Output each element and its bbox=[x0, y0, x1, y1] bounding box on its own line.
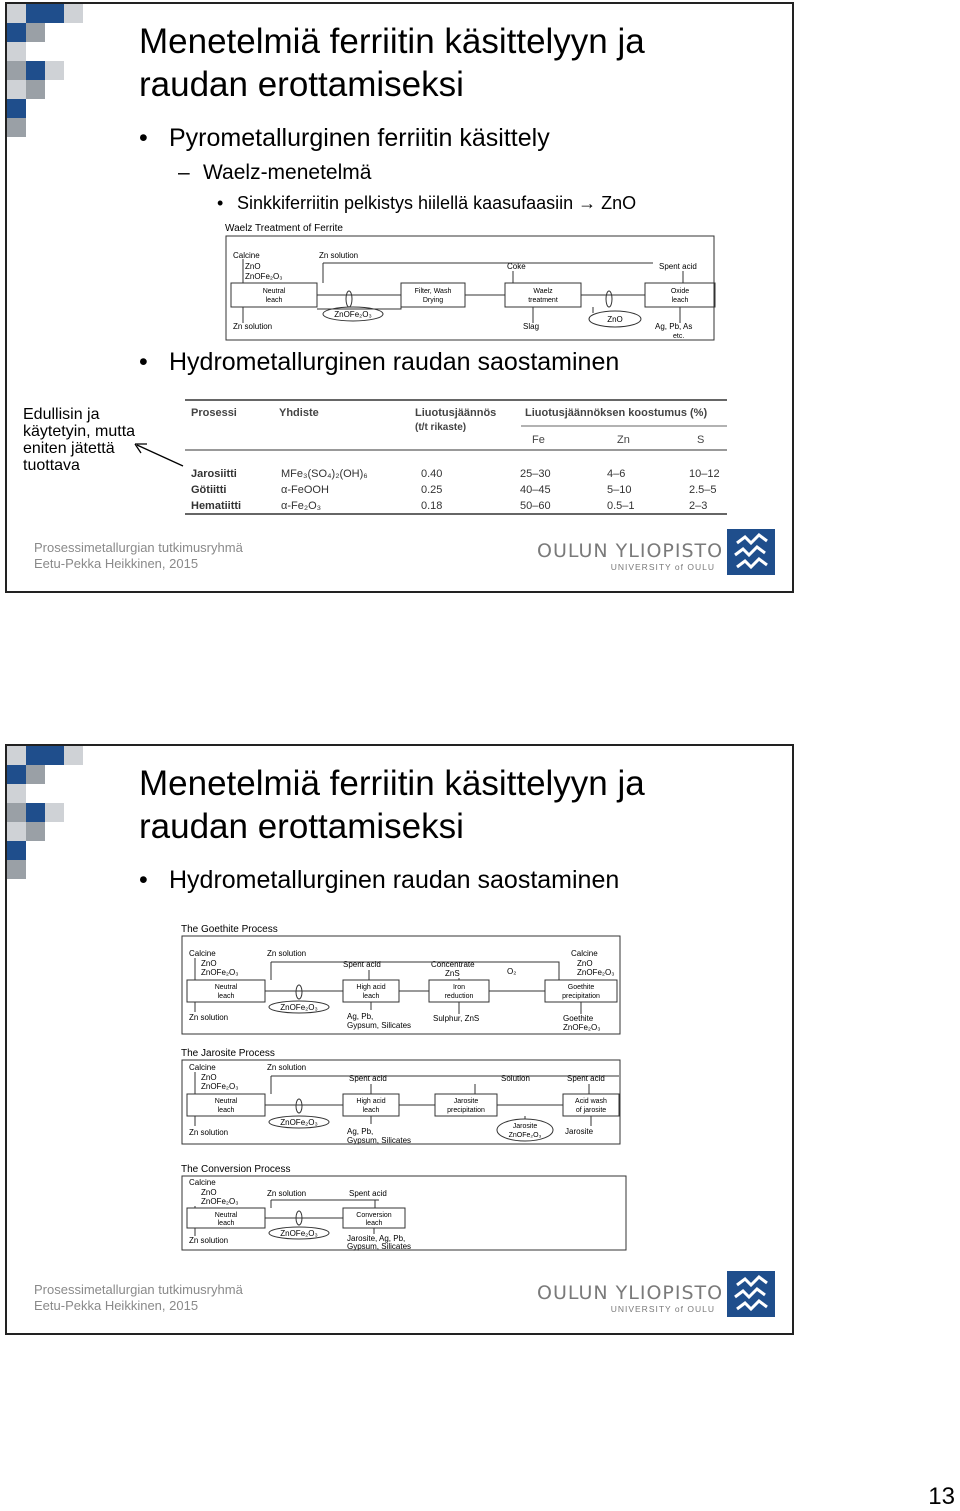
sub-bullet-waelz: – Waelz-menetelmä bbox=[178, 161, 372, 184]
jarosite-out: Jarosite bbox=[565, 1127, 594, 1136]
table-header-residue: Liuotusjäännös bbox=[415, 407, 497, 419]
waelz-calcine: Calcine bbox=[233, 251, 260, 260]
goethite-znofe2: ZnOFe₂O₃ bbox=[577, 968, 615, 977]
goethite-zno: ZnO bbox=[201, 959, 217, 968]
jarosite-ellipse-1: Jarosite bbox=[512, 1123, 538, 1130]
goethite-iron: Iron bbox=[452, 984, 466, 991]
goethite-residue-2: Gypsum, Silicates bbox=[347, 1021, 412, 1030]
university-logo-text bbox=[537, 1282, 727, 1314]
jarosite-residue-2: Gypsum, Silicates bbox=[347, 1136, 412, 1145]
slide-1 bbox=[5, 2, 794, 593]
university-logo-text bbox=[537, 540, 727, 572]
goethite-prec: Goethite bbox=[567, 984, 595, 991]
conversion-diagram bbox=[179, 1160, 631, 1254]
row-process: Götiitti bbox=[191, 484, 227, 496]
side-note: Edullisin ja käytetyin, mutta eniten jätettä tuottava bbox=[23, 406, 136, 474]
jarosite-zn-solution-top: Zn solution bbox=[267, 1063, 307, 1072]
jarosite-high-acid-leach: leach bbox=[362, 1107, 380, 1114]
goethite-calcine2: Calcine bbox=[571, 949, 598, 958]
goethite-title: The Goethite Process bbox=[181, 924, 278, 935]
footer bbox=[34, 1282, 243, 1314]
goethite-precipitation: precipitation bbox=[562, 993, 600, 1000]
goethite-zn-solution-top: Zn solution bbox=[267, 949, 307, 958]
jarosite-title: The Jarosite Process bbox=[181, 1048, 275, 1059]
row-s: 2.5–5 bbox=[689, 484, 717, 496]
bullet-hydrometallurgy: • Hydrometallurginen raudan saostaminen bbox=[139, 866, 620, 894]
conversion-title: The Conversion Process bbox=[181, 1164, 291, 1175]
goethite-sulphur: Sulphur, ZnS bbox=[433, 1014, 480, 1023]
conversion-conv: Conversion bbox=[356, 1212, 392, 1219]
jarosite-acid-wash: Acid wash bbox=[575, 1098, 607, 1105]
waelz-diagram bbox=[223, 219, 719, 343]
waelz-slag: Slag bbox=[523, 322, 540, 331]
waelz-zno: ZnO bbox=[245, 262, 261, 271]
sub-bullet-text: Waelz-menetelmä bbox=[203, 161, 372, 184]
jarosite-solution: Solution bbox=[501, 1074, 530, 1083]
waelz-treatment: treatment bbox=[528, 297, 558, 304]
goethite-calcine: Calcine bbox=[189, 949, 216, 958]
row-residue: 0.25 bbox=[421, 484, 443, 496]
goethite-leach: leach bbox=[217, 993, 235, 1000]
goethite-residue: Ag, Pb, bbox=[347, 1012, 374, 1021]
row-s: 2–3 bbox=[689, 500, 708, 512]
goethite-o2: O₂ bbox=[507, 967, 517, 976]
waelz-leach: leach bbox=[265, 297, 283, 304]
row-zn: 4–6 bbox=[607, 468, 626, 480]
row-residue: 0.18 bbox=[421, 500, 443, 512]
conversion-calcine: Calcine bbox=[189, 1178, 216, 1187]
slide-title: Menetelmiä ferriitin käsittelyyn ja raudan erottamiseksi bbox=[139, 22, 645, 104]
waelz-filter: Filter, Wash bbox=[414, 288, 452, 295]
conversion-residue-2: Gypsum, Silicates bbox=[347, 1242, 412, 1251]
slide-2 bbox=[5, 744, 794, 1335]
waelz-spent-acid: Spent acid bbox=[659, 262, 697, 271]
slide-title: Menetelmiä ferriitin käsittelyyn ja raudan erottamiseksi bbox=[139, 764, 645, 846]
jarosite-zn-solution-bottom: Zn solution bbox=[189, 1128, 229, 1137]
university-logo-icon bbox=[727, 529, 775, 575]
jarosite-zno: ZnO bbox=[201, 1073, 217, 1082]
row-zn: 5–10 bbox=[607, 484, 632, 496]
waelz-oxide: Oxide bbox=[670, 288, 690, 295]
jarosite-calcine: Calcine bbox=[189, 1063, 216, 1072]
waelz-drying: Drying bbox=[422, 297, 444, 304]
waelz-coke: Coke bbox=[507, 262, 526, 271]
jarosite-precipitation: precipitation bbox=[447, 1107, 485, 1114]
logo-sub-text: UNIVERSITY of OULU bbox=[610, 562, 715, 572]
waelz-oxide-leach: leach bbox=[671, 297, 689, 304]
row-process: Hematiitti bbox=[191, 500, 242, 512]
goethite-diagram bbox=[179, 920, 625, 1038]
goethite-reduction: reduction bbox=[444, 993, 474, 1000]
row-compound: α-Fe₂O₃ bbox=[281, 500, 322, 512]
footer bbox=[34, 540, 243, 572]
jarosite-spent-acid: Spent acid bbox=[349, 1074, 387, 1083]
bullet-text: Hydrometallurginen raudan saostaminen bbox=[169, 866, 620, 894]
subsub-bullet-zno: • Sinkkiferriitin pelkistys hiilellä kaasufaasiin → ZnO bbox=[217, 193, 637, 213]
goethite-zns: ZnS bbox=[445, 969, 460, 978]
logo-main-text: OULUN YLIOPISTO bbox=[537, 540, 724, 562]
goethite-high-acid-leach: leach bbox=[362, 993, 380, 1000]
waelz-neutral: Neutral bbox=[262, 288, 286, 295]
row-compound: α-FeOOH bbox=[281, 484, 329, 496]
goethite-znofe-ellipse: ZnOFe₂O₃ bbox=[280, 1003, 318, 1012]
jarosite-residue: Ag, Pb, bbox=[347, 1127, 374, 1136]
table-header-residue-unit: (t/t rikaste) bbox=[415, 422, 467, 433]
table-header-process: Prosessi bbox=[191, 407, 237, 419]
logo-sub-text: UNIVERSITY of OULU bbox=[610, 1304, 715, 1314]
goethite-zno2: ZnO bbox=[577, 959, 593, 968]
waelz-znofe: ZnOFe₂O₃ bbox=[245, 272, 283, 281]
waelz-title: Waelz Treatment of Ferrite bbox=[225, 223, 343, 234]
precipitation-table bbox=[183, 396, 731, 518]
conversion-leach: leach bbox=[217, 1220, 235, 1227]
conversion-zno: ZnO bbox=[201, 1188, 217, 1197]
table-row bbox=[191, 500, 707, 512]
row-fe: 25–30 bbox=[520, 468, 551, 480]
logo-main-text: OULUN YLIOPISTO bbox=[537, 1282, 724, 1304]
goethite-znofe: ZnOFe₂O₃ bbox=[201, 968, 239, 977]
bullet-text: Hydrometallurginen raudan saostaminen bbox=[169, 348, 620, 376]
waelz-znofe-ellipse: ZnOFe₂O₃ bbox=[334, 310, 372, 319]
waelz-residue-etc: etc. bbox=[673, 333, 685, 340]
bullet-hydrometallurgy: • Hydrometallurginen raudan saostaminen bbox=[139, 348, 620, 376]
table-subheader-s: S bbox=[697, 434, 705, 446]
university-logo-icon bbox=[727, 1271, 775, 1317]
row-s: 10–12 bbox=[689, 468, 720, 480]
conversion-znofe-ellipse: ZnOFe₂O₃ bbox=[280, 1229, 318, 1238]
waelz-residue: Ag, Pb, As bbox=[655, 322, 693, 331]
footer-group: Prosessimetallurgian tutkimusryhmä bbox=[34, 540, 243, 555]
footer-author: Eetu-Pekka Heikkinen, 2015 bbox=[34, 1298, 199, 1313]
side-note-arrow bbox=[131, 440, 191, 472]
waelz-waelz: Waelz bbox=[533, 288, 553, 295]
table-subheader-zn: Zn bbox=[617, 434, 630, 446]
waelz-zn-solution-bottom: Zn solution bbox=[233, 322, 273, 331]
table-header-compound: Yhdiste bbox=[279, 407, 319, 419]
jarosite-diagram bbox=[179, 1044, 625, 1148]
goethite-out: Goethite bbox=[563, 1014, 594, 1023]
jarosite-znofe-ellipse: ZnOFe₂O₃ bbox=[280, 1118, 318, 1127]
table-row bbox=[191, 484, 717, 496]
jarosite-neutral: Neutral bbox=[214, 1098, 238, 1105]
row-process: Jarosiitti bbox=[191, 468, 237, 480]
jarosite-spent-acid2: Spent acid bbox=[567, 1074, 605, 1083]
jarosite-high-acid: High acid bbox=[356, 1098, 386, 1105]
conversion-neutral: Neutral bbox=[214, 1212, 238, 1219]
conversion-conv-leach: leach bbox=[365, 1220, 383, 1227]
conversion-znofe: ZnOFe₂O₃ bbox=[201, 1197, 239, 1206]
bullet-text: Pyrometallurginen ferriitin käsittely bbox=[169, 124, 550, 152]
jarosite-prec: Jarosite bbox=[453, 1098, 479, 1105]
footer-author: Eetu-Pekka Heikkinen, 2015 bbox=[34, 556, 199, 571]
jarosite-acid-wash-2: of jarosite bbox=[575, 1107, 607, 1114]
goethite-high-acid: High acid bbox=[356, 984, 386, 991]
conversion-zn-solution-top: Zn solution bbox=[267, 1189, 307, 1198]
conversion-zn-solution-bottom: Zn solution bbox=[189, 1236, 229, 1245]
row-compound: MFe₃(SO₄)₂(OH)₆ bbox=[281, 468, 368, 480]
table-header-composition: Liuotusjäännöksen koostumus (%) bbox=[525, 407, 708, 419]
goethite-spent-acid: Spent acid bbox=[343, 960, 381, 969]
bullet-pyrometallurgy: • Pyrometallurginen ferriitin käsittely bbox=[139, 124, 550, 152]
row-fe: 40–45 bbox=[520, 484, 551, 496]
jarosite-ellipse-2: ZnOFe₂O₃ bbox=[508, 1132, 542, 1139]
waelz-zn-solution-top: Zn solution bbox=[319, 251, 359, 260]
goethite-zn-solution-bottom: Zn solution bbox=[189, 1013, 229, 1022]
conversion-residue: Jarosite, Ag, Pb, bbox=[347, 1234, 406, 1243]
conversion-spent-acid: Spent acid bbox=[349, 1189, 387, 1198]
row-zn: 0.5–1 bbox=[607, 500, 635, 512]
row-residue: 0.40 bbox=[421, 468, 443, 480]
table-row bbox=[191, 468, 720, 480]
waelz-zno-ellipse: ZnO bbox=[607, 315, 623, 324]
row-fe: 50–60 bbox=[520, 500, 551, 512]
subsub-bullet-text: Sinkkiferriitin pelkistys hiilellä kaasufaasiin → ZnO bbox=[237, 193, 637, 213]
jarosite-znofe: ZnOFe₂O₃ bbox=[201, 1082, 239, 1091]
jarosite-leach: leach bbox=[217, 1107, 235, 1114]
goethite-concentrate: Concentrate bbox=[431, 960, 475, 969]
table-subheader-fe: Fe bbox=[532, 434, 545, 446]
goethite-out-2: ZnOFe₂O₃ bbox=[563, 1023, 601, 1032]
goethite-neutral: Neutral bbox=[214, 984, 238, 991]
footer-group: Prosessimetallurgian tutkimusryhmä bbox=[34, 1282, 243, 1297]
page-number: 13 bbox=[928, 1483, 955, 1510]
